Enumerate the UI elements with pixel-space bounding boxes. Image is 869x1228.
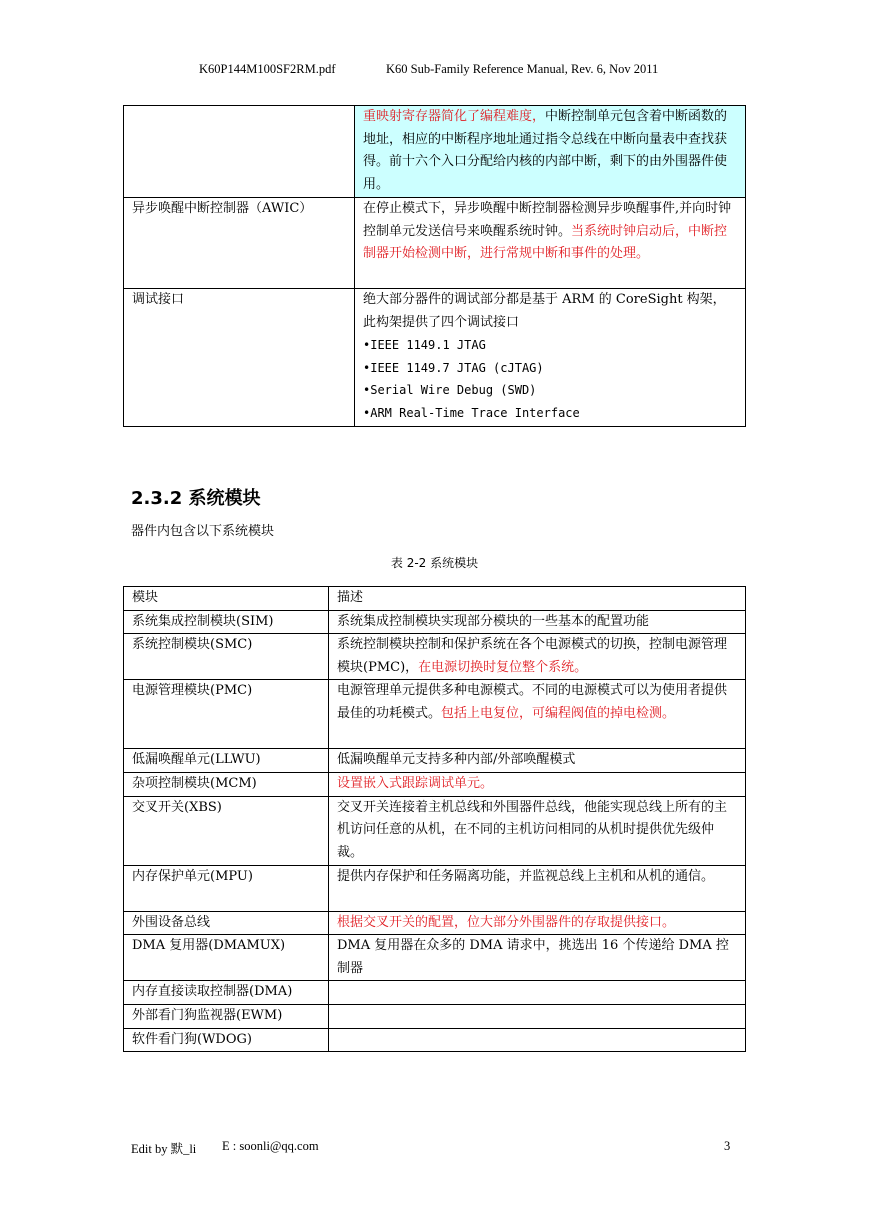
table-caption: 表 2-2 系统模块: [390, 556, 479, 570]
module-name-cell: 交叉开关(XBS): [124, 796, 329, 865]
description-cell: [355, 106, 746, 198]
table-row: [124, 981, 746, 1005]
table-header-row: [124, 587, 746, 611]
highlight-text: 包括上电复位，可编程阀值的掉电检测。: [441, 705, 676, 721]
table-row: [124, 796, 746, 865]
description-text: 系统控制模块控制和保护系统在各个电源模式的切换，控制电源管理模块(PMC)，: [337, 637, 728, 675]
system-modules-table: [123, 586, 746, 1052]
section-heading: 2.3.2 系统模块: [131, 488, 261, 509]
table-row: [124, 289, 746, 427]
section-intro: 器件内包含以下系统模块: [131, 524, 275, 539]
table-row: [124, 610, 746, 634]
description-text: 电源管理单元提供多种电源模式。不同的电源模式可以为使用者提供最佳的功耗模式。: [337, 683, 728, 721]
table-row: [124, 865, 746, 911]
module-name-cell: 杂项控制模块(MCM): [124, 772, 329, 796]
header-title: K60 Sub-Family Reference Manual, Rev. 6, Nov 2011: [386, 62, 659, 76]
footer-email: E : soonli@qq.com: [222, 1139, 319, 1153]
module-name-cell: 系统控制模块(SMC): [124, 634, 329, 680]
description-cell: [329, 865, 746, 911]
table-row: [124, 772, 746, 796]
description-cell: [329, 749, 746, 773]
highlight-text: 当系统时钟启动后，中断控制器开始检测中断，进行常规中断和事件的处理。: [363, 223, 728, 262]
list-item: •IEEE 1149.1 JTAG: [363, 338, 486, 353]
description-cell: [329, 680, 746, 749]
list-item: •IEEE 1149.7 JTAG (cJTAG): [363, 360, 544, 375]
table-row: [124, 749, 746, 773]
footer-editor: Edit by 默_li: [131, 1142, 197, 1156]
module-name-cell: 外部看门狗监视器(EWM): [124, 1004, 329, 1028]
highlight-text: 根据交叉开关的配置，位大部分外围器件的存取提供接口。: [337, 914, 676, 930]
highlight-text: 设置嵌入式跟踪调试单元。: [337, 775, 494, 791]
table-row: [124, 935, 746, 981]
description-cell: [329, 796, 746, 865]
module-name-cell: 低漏唤醒单元(LLWU): [124, 749, 329, 773]
module-name-cell: 系统集成控制模块(SIM): [124, 610, 329, 634]
description-text: 中断控制单元包含着中断函数的地址，相应的中断程序地址通过指令总线在中断向量表中查找获得。前十六个入口分配给内核的内部中断，剩下的由外围器件使用。: [363, 109, 728, 192]
module-name-cell: 内存保护单元(MPU): [124, 865, 329, 911]
description-text: 提供内存保护和任务隔离功能，并监视总线上主机和从机的通信。: [337, 868, 715, 884]
module-name-cell: [124, 106, 355, 198]
table-row: [124, 106, 746, 198]
interrupt-table: [123, 105, 746, 427]
module-name-cell: 电源管理模块(PMC): [124, 680, 329, 749]
table-row: [124, 1028, 746, 1052]
table-row: [124, 198, 746, 289]
table-row: [124, 634, 746, 680]
module-name-cell: 内存直接读取控制器(DMA): [124, 981, 329, 1005]
description-cell: [355, 289, 746, 427]
highlight-text: 在电源切换时复位整个系统。: [418, 659, 588, 675]
description-text: 低漏唤醒单元支持多种内部/外部唤醒模式: [337, 752, 576, 768]
description-cell: [329, 1004, 746, 1028]
description-text: 交叉开关连接着主机总线和外围器件总线，他能实现总线上所有的主机访问任意的从机，在不同的主机访问相同的从机时提供优先级仲裁。: [337, 799, 728, 860]
module-name-cell: 外围设备总线: [124, 911, 329, 935]
table-row: [124, 1004, 746, 1028]
description-cell: [329, 610, 746, 634]
description-cell: [329, 1028, 746, 1052]
column-header-description: 描述: [329, 587, 746, 611]
description-text: DMA 复用器在众多的 DMA 请求中，挑选出 16 个传递给 DMA 控制器: [337, 938, 729, 976]
description-cell: [329, 911, 746, 935]
description-cell: [329, 772, 746, 796]
module-name-cell: 调试接口: [124, 289, 355, 427]
module-name-cell: 软件看门狗(WDOG): [124, 1028, 329, 1052]
module-name-cell: DMA 复用器(DMAMUX): [124, 935, 329, 981]
description-text: 系统集成控制模块实现部分模块的一些基本的配置功能: [337, 613, 650, 629]
module-name-cell: 异步唤醒中断控制器（AWIC）: [124, 198, 355, 289]
description-text: 绝大部分器件的调试部分都是基于 ARM 的 CoreSight 构架，此构架提供了四个调试接口: [363, 292, 726, 330]
description-text: 在停止模式下，异步唤醒中断控制器检测异步唤醒事件,并向时钟控制单元发送信号来唤醒系统时钟。: [363, 201, 732, 239]
list-item: •Serial Wire Debug (SWD): [363, 383, 537, 398]
description-cell: [329, 634, 746, 680]
page-number: 3: [724, 1139, 731, 1153]
description-cell: [329, 981, 746, 1005]
table-row: [124, 911, 746, 935]
list-item: •ARM Real-Time Trace Interface: [363, 405, 580, 420]
table-row: [124, 680, 746, 749]
header-filename: K60P144M100SF2RM.pdf: [199, 62, 336, 76]
description-cell: [355, 198, 746, 289]
column-header-module: 模块: [124, 587, 329, 611]
highlight-text: 重映射寄存器简化了编程难度，: [363, 109, 546, 124]
description-cell: [329, 935, 746, 981]
